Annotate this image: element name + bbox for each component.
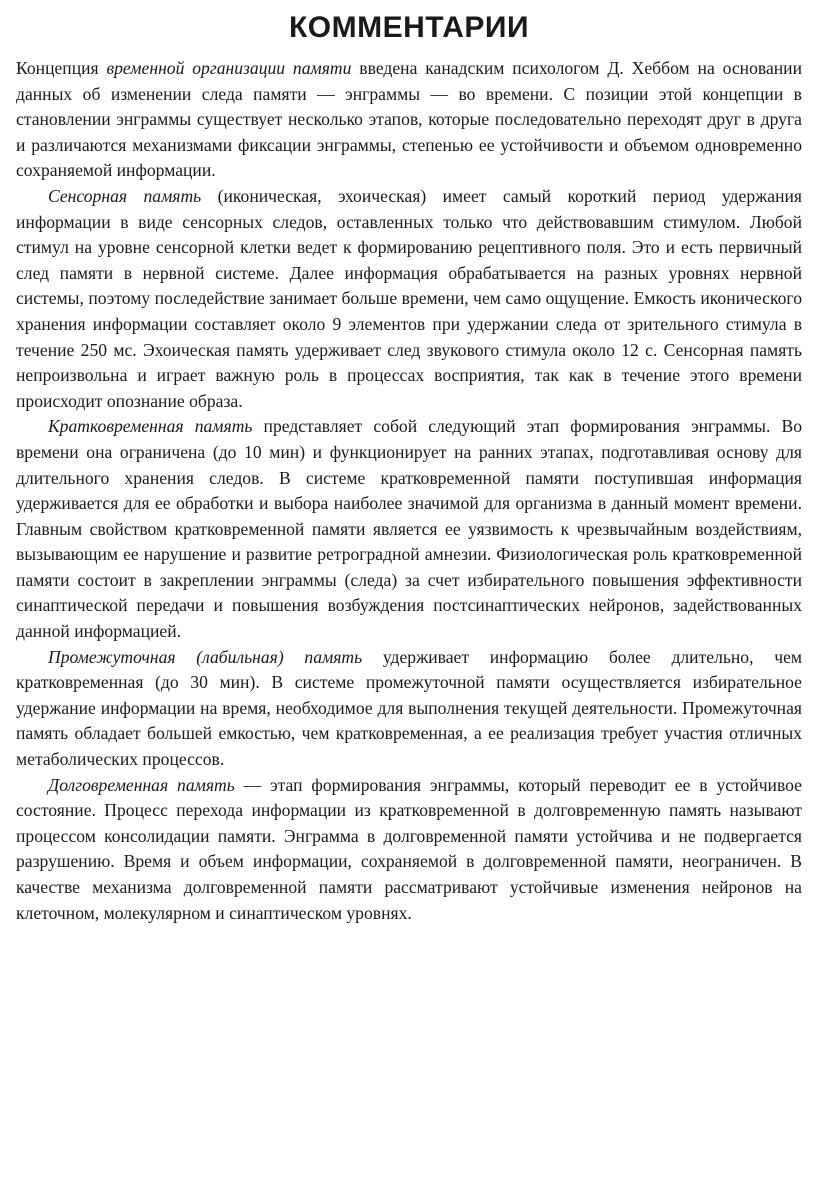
paragraph-long-term-memory	[16, 773, 802, 927]
term-sensory-memory: Сенсорная память	[48, 185, 202, 206]
term-long-term-memory: Долговременная память	[48, 774, 235, 795]
term-short-term-memory: Кратковременная память	[48, 416, 253, 437]
paragraph-intro-lead: Концепция	[16, 58, 107, 78]
paragraph-short-term-text: представляет собой следующий этап формирования энграммы. Во времени она ограничена (до 10 мин) и функционирует на ранних этапах, подготавливая основу для длительного хранения следов. В системе кратковременной памяти поступившая информация удерживается для ее обработки и выбора наиболее значимой для организма в данный момент времени. Главным свойством кратковременной памяти является ее уязвимость к чрезвычайным воздействиям, вызывающим ее нарушение и развитие ретроградной амнезии. Физиологическая роль кратковременной памяти состоит в закреплении энграммы (следа) за счет избирательного повышения эффективности синаптической передачи и повышения возбуждения постсинаптических нейронов, задействованных данной информацией.	[16, 416, 802, 642]
term-temporal-memory: временной организации памяти	[106, 58, 352, 78]
term-intermediate-memory: Промежуточная (лабильная) память	[48, 646, 363, 667]
paragraph-intro-text: введена канадским психологом Д. Хеббом на основании данных об изменении следа памяти — энграммы — во времени. С позиции этой концепции в становлении энграммы существует несколько этапов, которые последовательно переходят друг в друга и различаются механизмами фиксации энграммы, степенью ее устойчивости и объемом одновременно сохраняемой информации.	[16, 58, 802, 181]
page-title: КОММЕНТАРИИ	[288, 11, 530, 44]
paragraph-intermediate-text: удерживает информацию более длительно, чем кратковременная (до 30 мин). В системе промежуточной памяти осуществляется избирательное удержание информации на время, необходимое для выполнения текущей деятельности. Промежуточная память обладает большей емкостью, чем кратковременная, а ее реализация требует участия отличных метаболических процессов.	[16, 646, 803, 770]
paragraph-long-term-text: — этап формирования энграммы, который переводит ее в устойчивое состояние. Процесс перехода информации из кратковременной в долговременную память называют процессом консолидации памяти. Энграмма в долговременной памяти устойчива и не подвергается разрушению. Время и объем информации, сохраняемой в долговременной памяти, неограничен. В качестве механизма долговременной памяти рассматривают устойчивые изменения нейронов на клеточном, молекулярном и синаптическом уровнях.	[16, 774, 802, 923]
paragraph-sensory-memory	[16, 184, 802, 414]
paragraph-short-term-memory	[16, 414, 802, 644]
paragraph-sensory-text: (иконическая, эхоическая) имеет самый короткий период удержания информации в виде сенсорных следов, оставленных только что действовавшим стимулом. Любой стимул на уровне сенсорной клетки ведет к формированию рецептивного поля. Это и есть первичный след памяти в нервной системе. Далее информация обрабатывается на разных уровнях нервной системы, поэтому последействие занимает больше времени, чем само ощущение. Емкость иконического хранения информации составляет около 9 элементов при удержании следа от зрительного стимула в течение 250 мс. Эхоическая память удерживает след звукового стимула около 12 с. Сенсорная память непроизвольна и играет важную роль в процессах восприятия, так как в течение этого времени происходит опознание образа.	[16, 185, 802, 411]
paragraph-intermediate-memory	[16, 645, 802, 773]
paragraph-intro	[16, 56, 802, 184]
